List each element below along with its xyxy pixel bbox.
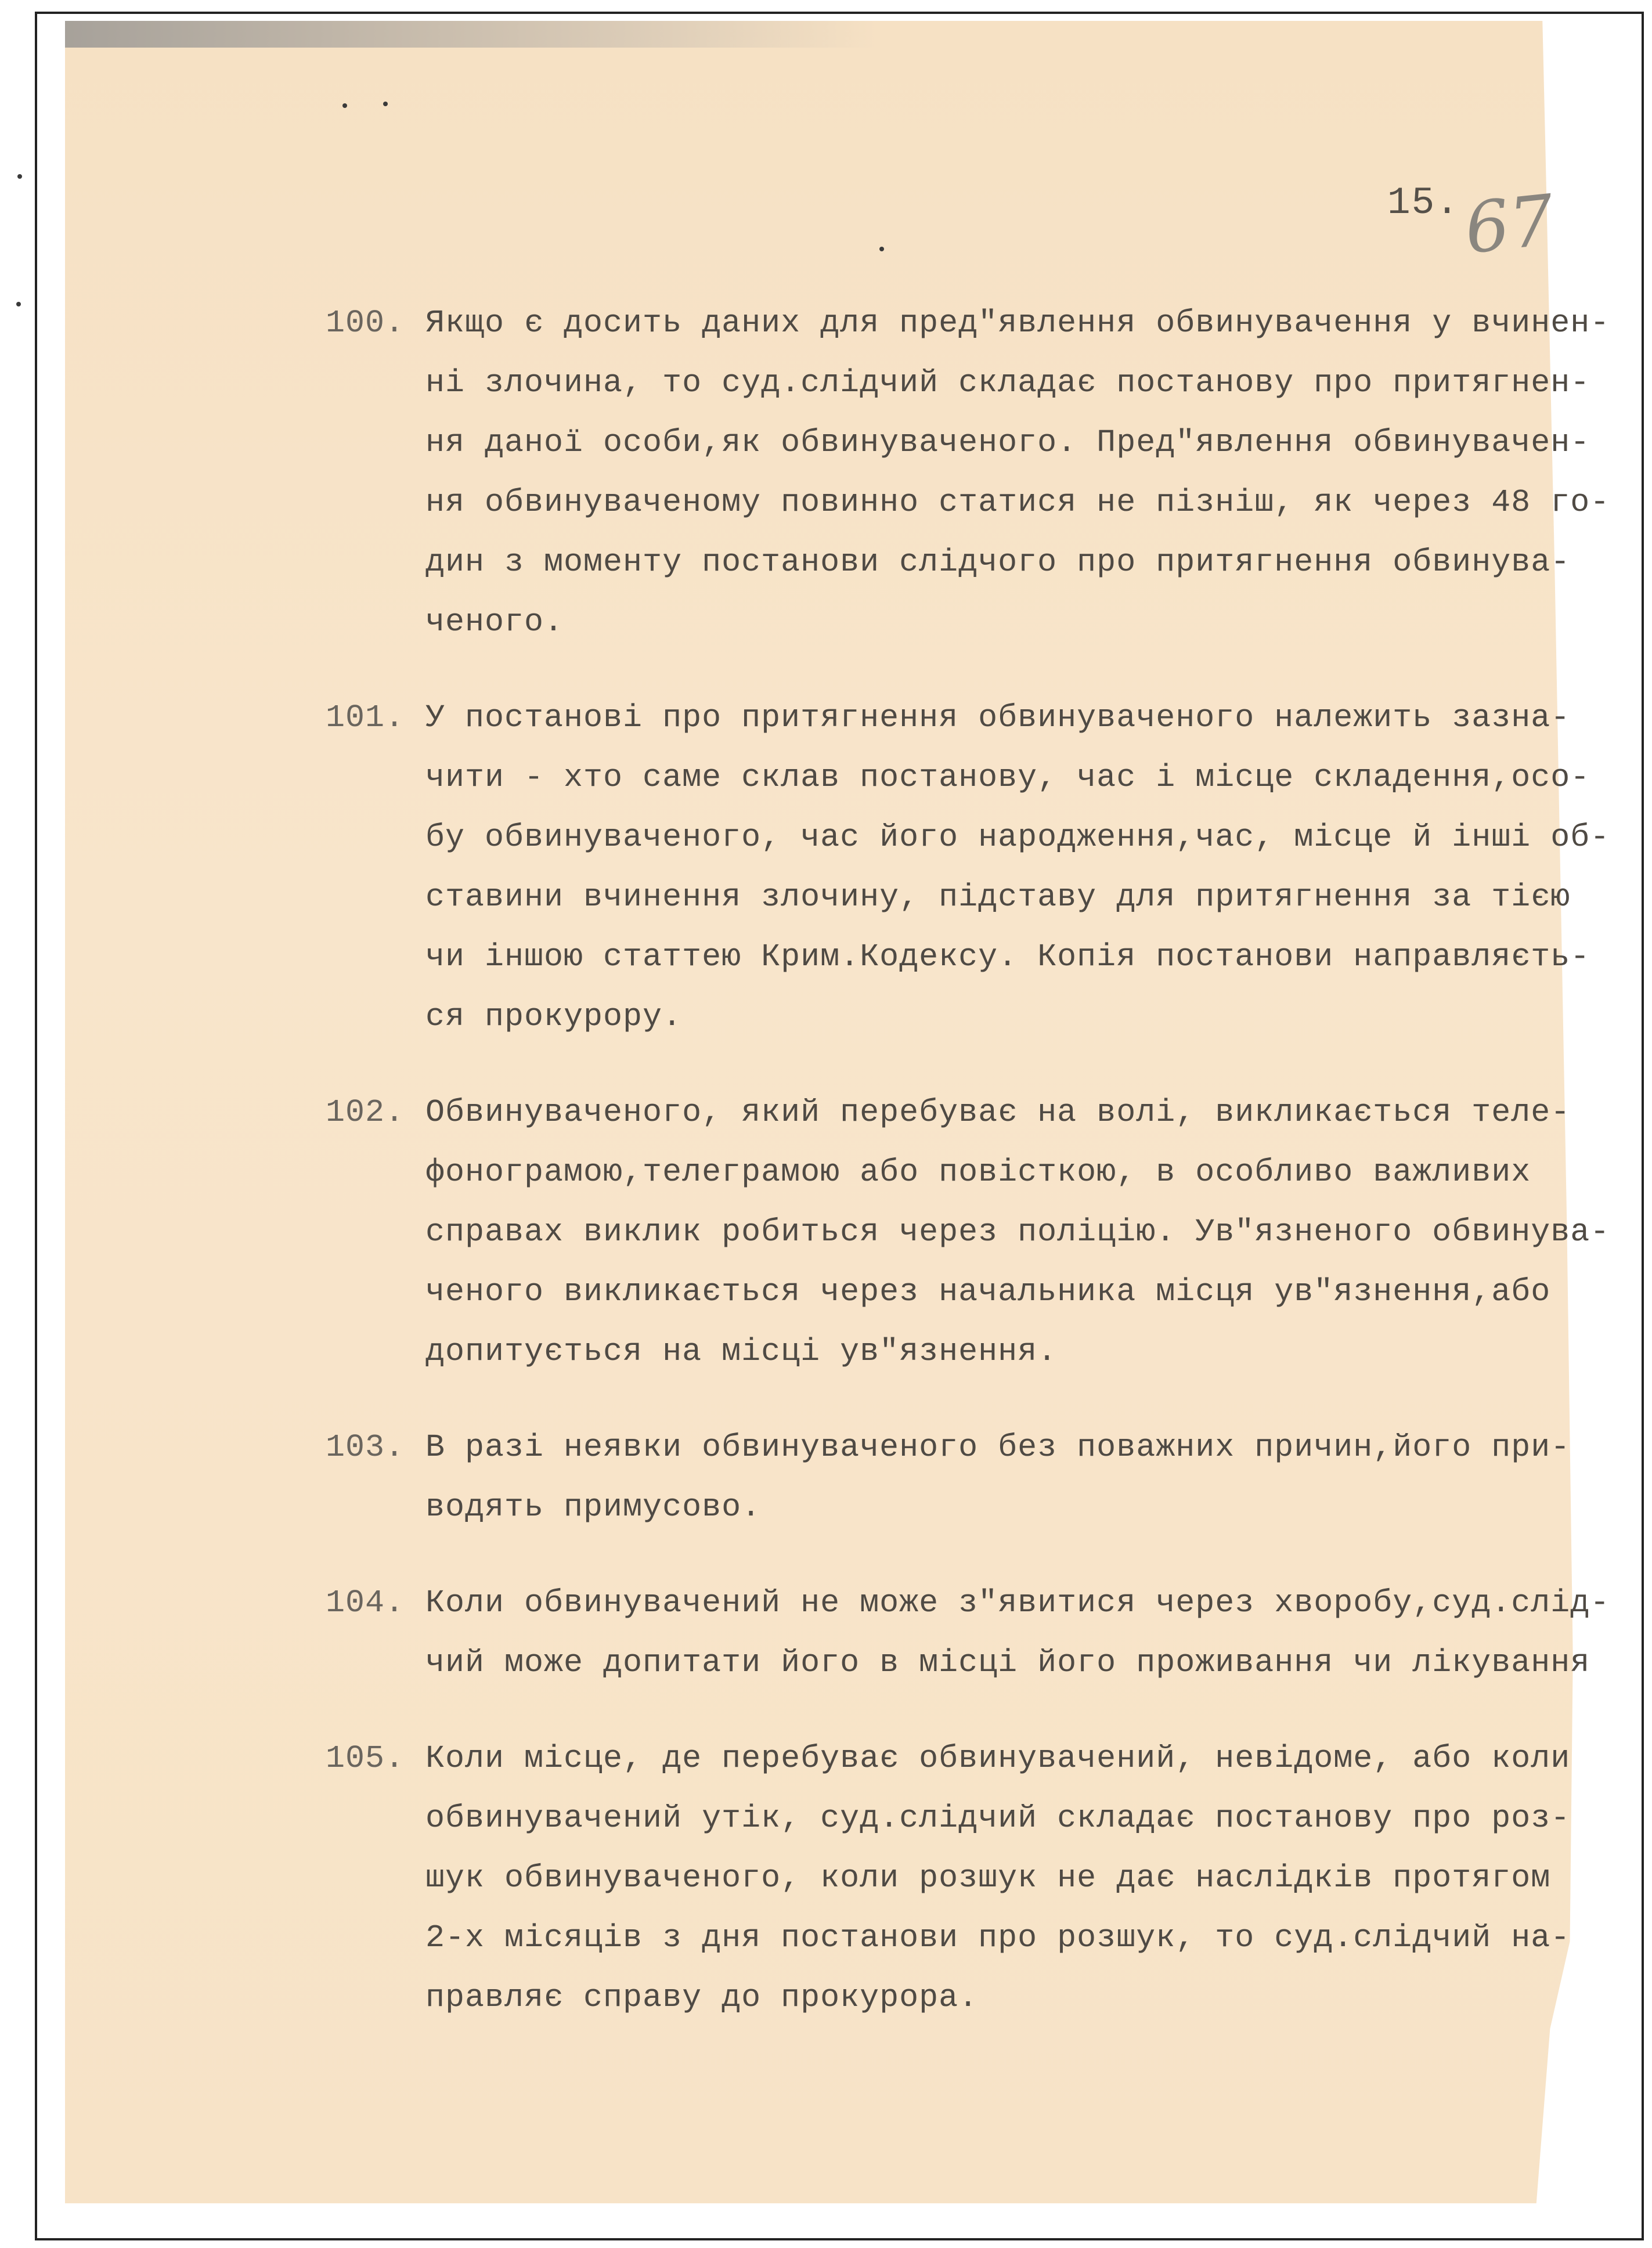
paragraph-105 bbox=[328, 1729, 1582, 2027]
paragraph-number: 102. bbox=[326, 1094, 405, 1131]
text-line: справах виклик робиться через поліцію. Ув"язненого обвинува- bbox=[425, 1214, 1610, 1250]
text-line: водять примусово. bbox=[425, 1489, 762, 1525]
speck bbox=[383, 102, 388, 106]
text-line: бу обвинуваченого, час його народження,час, місце й інші об- bbox=[425, 819, 1610, 856]
text-line: чити - хто саме склав постанову, час і місце складення,осо- bbox=[425, 759, 1590, 796]
paragraph-103 bbox=[328, 1417, 1582, 1537]
text-line: ставини вчинення злочину, підставу для притягнення за тією bbox=[425, 879, 1571, 915]
paragraph-101 bbox=[326, 688, 1610, 1047]
text-line: чий може допитати його в місці його проживання чи лікування bbox=[425, 1644, 1590, 1681]
document-body bbox=[326, 293, 1610, 2063]
archive-folio-number: 67 bbox=[1461, 180, 1558, 270]
paragraph-104 bbox=[326, 1573, 1610, 1693]
text-line: У постанові про притягнення обвинуваченого належить зазна- bbox=[425, 699, 1571, 736]
page-number: 15. bbox=[1387, 181, 1460, 225]
paragraph-number: 104. bbox=[326, 1585, 405, 1621]
text-line: шук обвинуваченого, коли розшук не дає наслідків протягом bbox=[425, 1860, 1551, 1896]
text-line: ні злочина, то суд.слідчий складає постанову про притягнен- bbox=[425, 365, 1590, 401]
text-line: Якщо є досить даних для пред"явлення обвинувачення у вчинен- bbox=[425, 305, 1610, 341]
text-line: Коли місце, де перебуває обвинувачений, невідоме, або коли bbox=[425, 1740, 1571, 1777]
text-line: В разі неявки обвинуваченого без поважних причин,його при- bbox=[425, 1429, 1571, 1466]
text-line: ченого. bbox=[425, 604, 564, 640]
paragraph-number: 103. bbox=[326, 1429, 405, 1466]
text-line: Коли обвинувачений не може з"явитися через хворобу,суд.слід- bbox=[425, 1585, 1610, 1621]
text-line: дин з моменту постанови слідчого про притягнення обвинува- bbox=[425, 544, 1571, 580]
speck bbox=[16, 302, 21, 306]
text-line: ся прокурору. bbox=[425, 998, 683, 1035]
paragraph-number: 101. bbox=[326, 699, 405, 736]
paragraph-number: 105. bbox=[326, 1740, 405, 1777]
text-line: Обвинуваченого, який перебуває на волі, викликається теле- bbox=[425, 1094, 1571, 1131]
text-line: чи іншою статтею Крим.Кодексу. Копія постанови направляєть- bbox=[425, 939, 1590, 975]
paragraph-100 bbox=[326, 293, 1610, 652]
text-line: правляє справу до прокурора. bbox=[425, 1979, 979, 2016]
text-line: обвинувачений утік, суд.слідчий складає постанову про роз- bbox=[425, 1800, 1571, 1836]
text-line: 2-х місяців з дня постанови про розшук, то суд.слідчий на- bbox=[425, 1919, 1571, 1956]
paragraph-102 bbox=[326, 1082, 1610, 1381]
speck bbox=[342, 103, 347, 108]
text-line: фонограмою,телеграмою або повісткою, в особливо важливих bbox=[425, 1154, 1531, 1190]
paper-shadow bbox=[65, 21, 878, 48]
speck bbox=[17, 174, 22, 179]
speck bbox=[879, 247, 884, 251]
text-line: ня даної особи,як обвинуваченого. Пред"явлення обвинувачен- bbox=[425, 424, 1590, 461]
text-line: ченого викликається через начальника місця ув"язнення,або bbox=[425, 1273, 1551, 1310]
paragraph-number: 100. bbox=[326, 305, 405, 341]
text-line: допитується на місці ув"язнення. bbox=[425, 1333, 1058, 1370]
text-line: ня обвинуваченому повинно статися не пізніш, як через 48 го- bbox=[425, 484, 1610, 521]
